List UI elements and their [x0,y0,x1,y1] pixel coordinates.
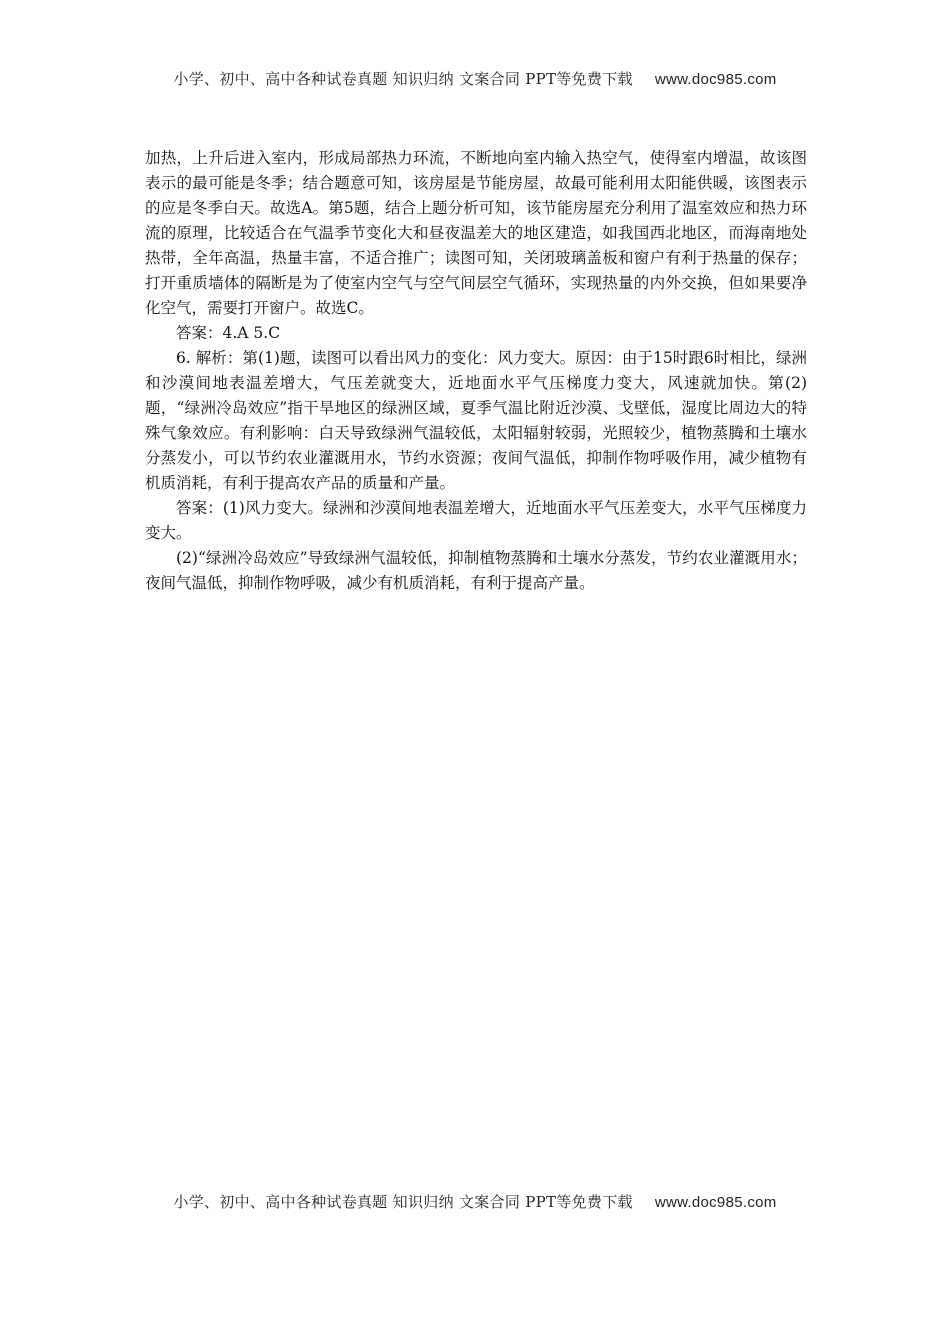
header-text: 小学、初中、高中各种试卷真题 知识归纳 文案合同 PPT等免费下载 [173,70,633,88]
document-body [145,146,807,596]
page-footer [0,1191,950,1212]
answer-q6-part2: (2)“绿洲冷岛效应”导致绿洲气温较低，抑制植物蒸腾和土壤水分蒸发，节约农业灌溉用水；夜间气温低，抑制作物呼吸，减少有机质消耗，有利于提高产量。 [145,549,807,592]
paragraph-q4-q5-analysis: 加热，上升后进入室内，形成局部热力环流，不断地向室内输入热空气，使得室内增温，故该图表示的最可能是冬季；结合题意可知，该房屋是节能房屋，故最可能利用太阳能供暖，该图表示的应是冬季白天。故选A。第5题，结合上题分析可知，该节能房屋充分利用了温室效应和热力环流的原理，比较适合在气温季节变化大和昼夜温差大的地区建造，如我国西北地区，而海南地处热带，全年高温，热量丰富，不适合推广；读图可知，关闭玻璃盖板和窗户有利于热量的保存；打开重质墙体的隔断是为了使室内空气与空气间层空气循环，实现热量的内外交换，但如果要净化空气，需要打开窗户。故选C。 [145,149,807,317]
footer-text: 小学、初中、高中各种试卷真题 知识归纳 文案合同 PPT等免费下载 [173,1193,633,1211]
answer-q6-part1: 答案：(1)风力变大。绿洲和沙漠间地表温差增大，近地面水平气压差变大，水平气压梯度力变大。 [145,499,807,542]
footer-site-link[interactable]: www.doc985.com [654,1194,777,1211]
paragraph-q6-analysis: 6. 解析：第(1)题，读图可以看出风力的变化：风力变大。原因：由于15时跟6时相比，绿洲和沙漠间地表温差增大，气压差就变大，近地面水平气压梯度力变大，风速就加快。第(2)题，“绿洲冷岛效应”指干旱地区的绿洲区域，夏季气温比附近沙漠、戈壁低，湿度比周边大的特殊气象效应。有利影响：白天导致绿洲气温较低，太阳辐射较弱，光照较少，植物蒸腾和土壤水分蒸发小，可以节约农业灌溉用水，节约水资源；夜间气温低，抑制作物呼吸作用，减少植物有机质消耗，有利于提高农产品的质量和产量。 [145,349,807,492]
answer-q4-q5: 答案：4.A 5.C [176,324,281,342]
header-site-link[interactable]: www.doc985.com [654,71,777,88]
page-header [0,68,950,89]
